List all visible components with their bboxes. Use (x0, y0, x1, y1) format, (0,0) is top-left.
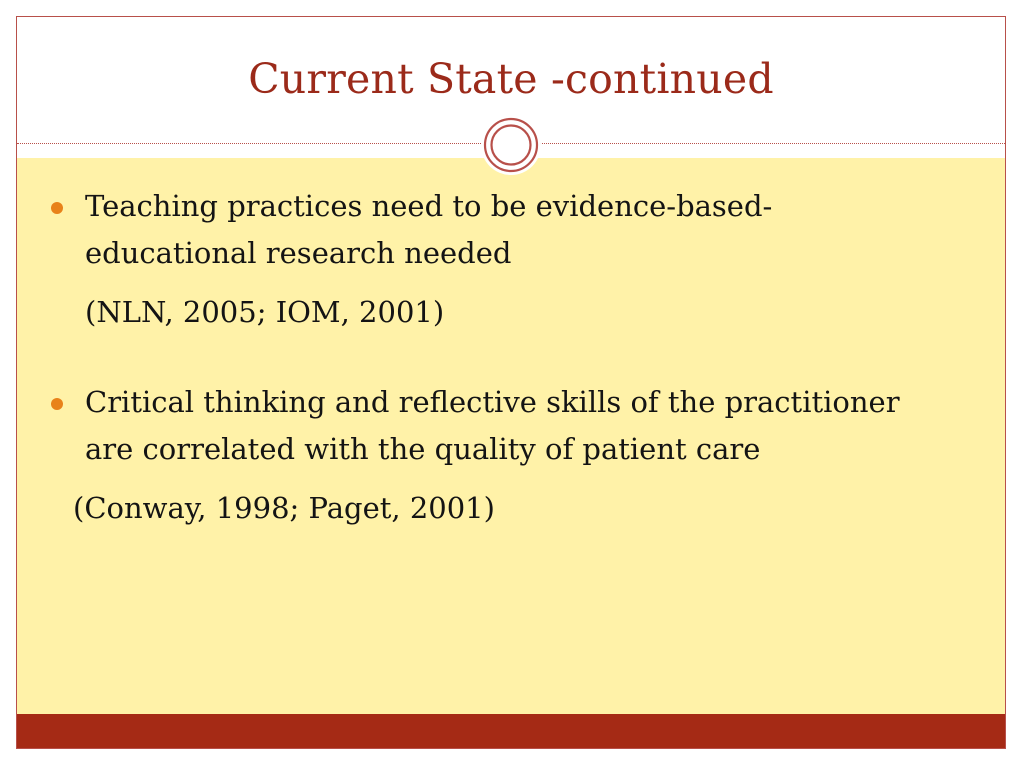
slide-title: Current State -continued (248, 55, 774, 103)
footer-bar (17, 714, 1005, 748)
bullet-text: Teaching practices need to be evidence-based-educational research needed (85, 189, 773, 270)
bullet-list (49, 183, 929, 532)
bullet-text: Critical thinking and reflective skills of the practitioner are correlated with the quality of patient care (85, 385, 900, 466)
bullet-citation: (NLN, 2005; IOM, 2001) (85, 295, 445, 329)
bullet-dot-icon (51, 202, 63, 214)
bullet-item (49, 183, 929, 277)
bullet-item (49, 379, 929, 473)
bullet-citation: (Conway, 1998; Paget, 2001) (73, 491, 495, 525)
double-circle-ornament-icon (481, 115, 541, 175)
bullet-dot-icon (51, 398, 63, 410)
slide-frame (16, 16, 1006, 749)
